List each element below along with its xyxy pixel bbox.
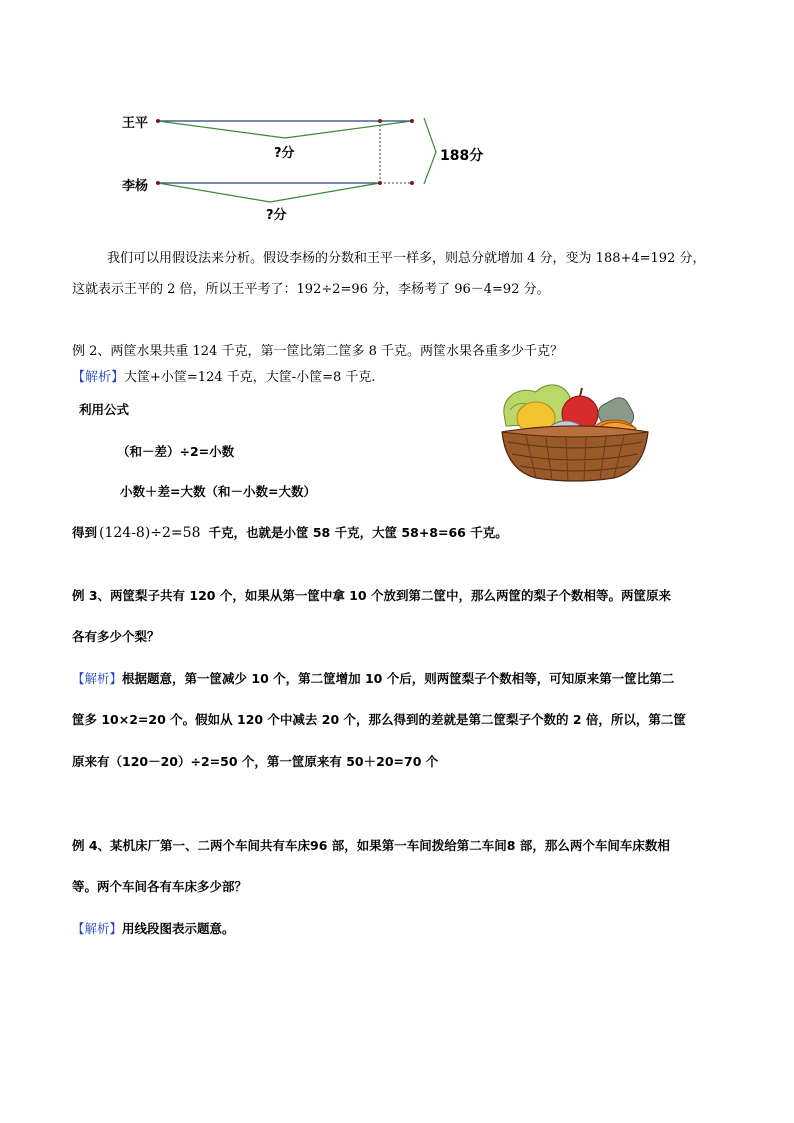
example2-result [72,523,508,541]
total-brace [424,118,436,184]
point-marker [378,119,382,123]
example2-analysis [72,366,376,385]
analysis-text: 大筐+小筐=124 千克，大筐-小筐=8 千克. [124,370,376,385]
diagram-question-wang: ?分 [274,146,295,161]
point-marker [378,181,382,185]
result-prefix: 得到 [72,525,98,540]
example2-question: 例 2、两筐水果共重 124 千克，第一筐比第二筐多 8 千克。两筐水果各重多少千克？ [72,344,564,359]
point-marker [156,181,160,185]
diagram-question-li: ?分 [266,208,287,223]
formula-title: 利用公式 [79,402,130,417]
example4-question: 等。两个车间各有车床多少部？ [72,879,248,894]
diagram-label-li: 李杨 [122,179,149,194]
point-marker [156,119,160,123]
formula-line: 小数＋差=大数（和－小数=大数） [120,484,316,499]
fruit-basket-image [496,380,654,482]
example3-analysis [72,669,674,687]
analysis-tag: 【解析】 [72,921,123,936]
result-suffix: 千克，也就是小筐 58 千克，大筐 58+8=66 千克。 [208,525,508,540]
example4-question: 例 4、某机床厂第一、二两个车间共有车床96 部，如果第一车间拨给第二车间8 部，那么两个车间车床数相 [72,838,670,853]
point-marker [410,119,414,123]
example3-analysis-line: 原来有（120－20）÷2=50 个，第一筐原来有 50＋20=70 个 [72,754,439,769]
example4-analysis [72,919,235,937]
result-math: (124-8)÷2=58 [99,525,201,541]
formula-line: （和－差）÷2=小数 [117,444,235,459]
wang-brace [158,121,412,138]
line-segment-diagram [0,0,794,240]
analysis-tag: 【解析】 [72,370,125,385]
analysis-tag: 【解析】 [72,671,123,686]
analysis-text: 用线段图表示题意。 [122,921,235,936]
diagram-label-wang: 王平 [122,116,149,131]
diagram-total: 188分 [440,148,484,164]
paragraph-line: 我们可以用假设法来分析。假设李杨的分数和王平一样多，则总分就增加 4 分，变为 188+4=192 分， [107,251,706,266]
analysis-text: 根据题意，第一筐减少 10 个，第二筐增加 10 个后，则两筐梨子个数相等，可知原来第一筐比第二 [122,671,675,686]
example3-question: 各有多少个梨？ [72,629,160,644]
li-brace [158,183,380,202]
example3-question: 例 3、两筐梨子共有 120 个，如果从第一筐中拿 10 个放到第二筐中，那么两筐的梨子个数相等。两筐原来 [72,588,671,603]
point-marker [410,181,414,185]
paragraph-line: 这就表示王平的 2 倍，所以王平考了：192÷2=96 分，李杨考了 96－4=92 分。 [72,282,550,297]
example3-analysis-line: 筐多 10×2=20 个。假如从 120 个中减去 20 个，那么得到的差就是第二筐梨子个数的 2 倍，所以，第二筐 [72,712,686,727]
